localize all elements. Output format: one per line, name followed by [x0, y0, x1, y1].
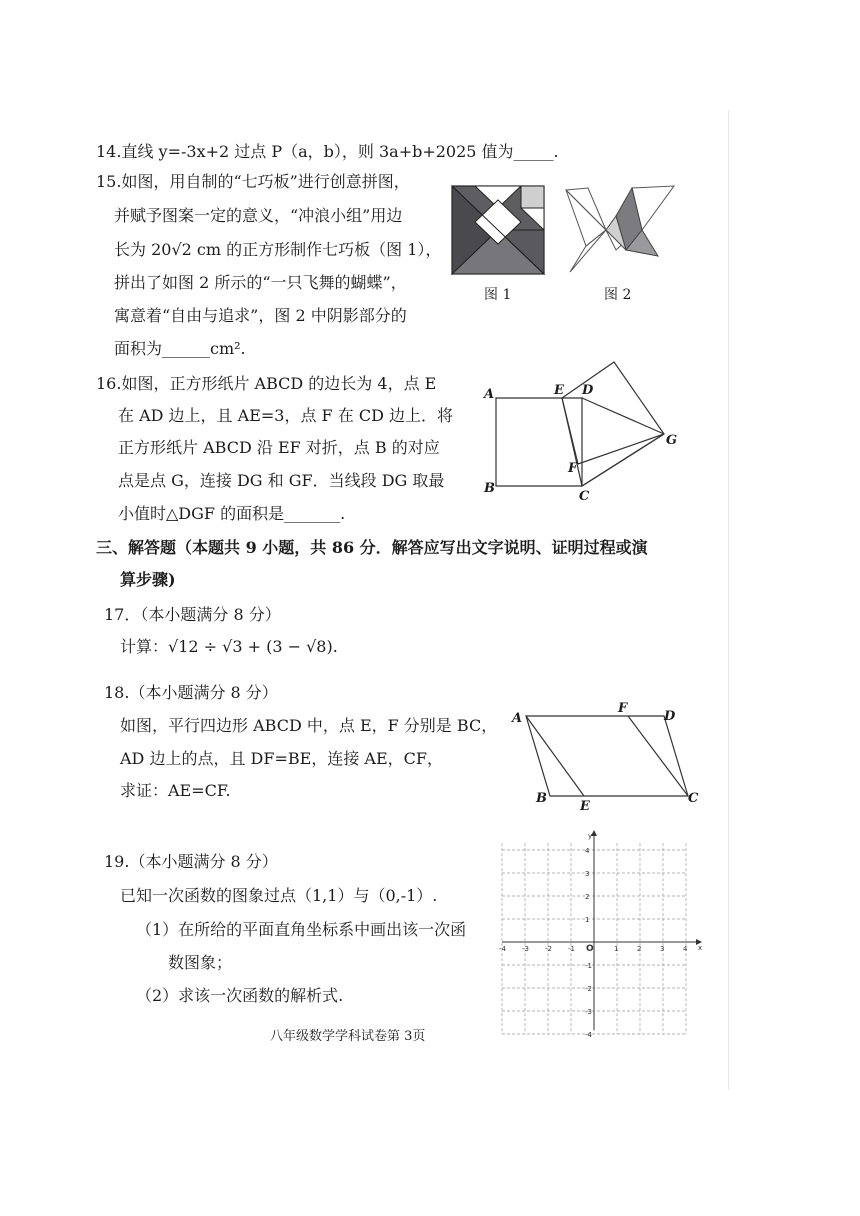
question-19-line-2: （1）在所给的平面直角坐标系中画出该一次函: [136, 920, 467, 939]
question-16-line-2: 在 AD 边上，且 AE=3，点 F 在 CD 边上．将: [118, 406, 453, 425]
y-tick-label: 2: [585, 893, 590, 901]
question-15-line-6: 面积为______cm².: [114, 339, 246, 358]
parallelogram-figure: [508, 700, 708, 812]
y-axis-label: y: [588, 832, 593, 840]
y-tick-label: 3: [585, 870, 590, 878]
x-tick-label: -1: [568, 945, 575, 953]
scan-edge: [728, 110, 729, 1090]
y-tick-label: -2: [585, 985, 592, 993]
figure-1-caption: 图 1: [484, 287, 512, 303]
question-19-line-4: （2）求该一次函数的解析式.: [136, 986, 344, 1005]
question-18-line-1: 如图，平行四边形 ABCD 中，点 E，F 分别是 BC，: [120, 716, 498, 735]
folded-square-figure: [482, 352, 682, 504]
x-tick-label: 3: [660, 945, 665, 953]
coordinate-grid[interactable]: [499, 830, 706, 1039]
page-footer: 八年级数学学科试卷第 3页: [270, 1029, 426, 1044]
y-tick-label: -3: [585, 1008, 592, 1016]
question-18-line-3: 求证：AE=CF.: [120, 781, 231, 800]
label-D: D: [582, 383, 594, 398]
y-tick-label: -1: [585, 962, 592, 970]
label-D: D: [664, 709, 676, 724]
question-17-header: 17．（本小题满分 8 分）: [104, 605, 281, 624]
x-axis-label: x: [698, 944, 703, 952]
label-A: A: [484, 387, 495, 402]
question-19-line-3: 数图象；: [168, 953, 233, 972]
label-G: G: [666, 433, 678, 448]
question-17-expression: 计算：√12 ÷ √3 + (3 − √8).: [120, 637, 338, 656]
y-tick-label: 4: [585, 847, 590, 855]
question-16-line-1: 16.如图，正方形纸片 ABCD 的边长为 4，点 E: [96, 374, 437, 393]
question-18-header: 18.（本小题满分 8 分）: [104, 683, 278, 702]
question-19-line-1: 已知一次函数的图象过点（1,1）与（0,-1）.: [120, 886, 438, 905]
x-tick-label: 2: [637, 945, 642, 953]
question-16-line-5: 小值时△DGF 的面积是_______.: [118, 504, 346, 523]
question-15-line-1: 15.如图，用自制的“七巧板”进行创意拼图，: [96, 172, 410, 191]
label-E: E: [580, 799, 590, 814]
x-tick-label: -2: [545, 945, 552, 953]
label-C: C: [688, 791, 699, 806]
x-tick-label: -3: [522, 945, 529, 953]
label-B: B: [484, 481, 495, 496]
x-tick-label: 1: [614, 945, 619, 953]
origin-label: O: [586, 944, 594, 954]
question-16-line-3: 正方形纸片 ABCD 沿 EF 对折，点 B 的对应: [118, 438, 440, 457]
question-19-header: 19.（本小题满分 8 分）: [104, 852, 278, 871]
x-tick-label: -4: [499, 945, 506, 953]
label-A: A: [512, 711, 523, 726]
question-18-line-2: AD 边上的点，且 DF=BE，连接 AE，CF，: [120, 749, 443, 768]
tangram-figure-1: [452, 186, 544, 274]
question-15-line-3: 长为 20√2 cm 的正方形制作七巧板（图 1），: [114, 240, 442, 259]
figure-2-caption: 图 2: [604, 287, 632, 303]
section-3-title-continued: 算步骤): [120, 570, 176, 589]
label-F: F: [568, 461, 578, 476]
y-tick-label: 1: [585, 916, 590, 924]
section-3-title: 三、解答题（本题共 9 小题，共 86 分．解答应写出文字说明、证明过程或演: [96, 538, 648, 557]
label-B: B: [536, 791, 547, 806]
question-15-line-2: 并赋予图案一定的意义，“冲浪小组”用边: [114, 206, 403, 225]
label-E: E: [554, 383, 564, 398]
butterfly-figure-2: [566, 186, 676, 274]
y-tick-label: -4: [585, 1031, 592, 1039]
question-15-line-5: 寓意着“自由与追求”，图 2 中阴影部分的: [114, 306, 407, 325]
question-14: 14.直线 y=-3x+2 过点 P（a，b），则 3a+b+2025 值为_____.: [96, 142, 559, 161]
x-tick-label: 4: [683, 945, 688, 953]
question-16-line-4: 点是点 G，连接 DG 和 GF．当线段 DG 取最: [118, 471, 445, 490]
label-F: F: [618, 701, 628, 716]
label-C: C: [579, 489, 590, 504]
question-15-line-4: 拼出了如图 2 所示的“一只飞舞的蝴蝶”，: [114, 273, 407, 292]
